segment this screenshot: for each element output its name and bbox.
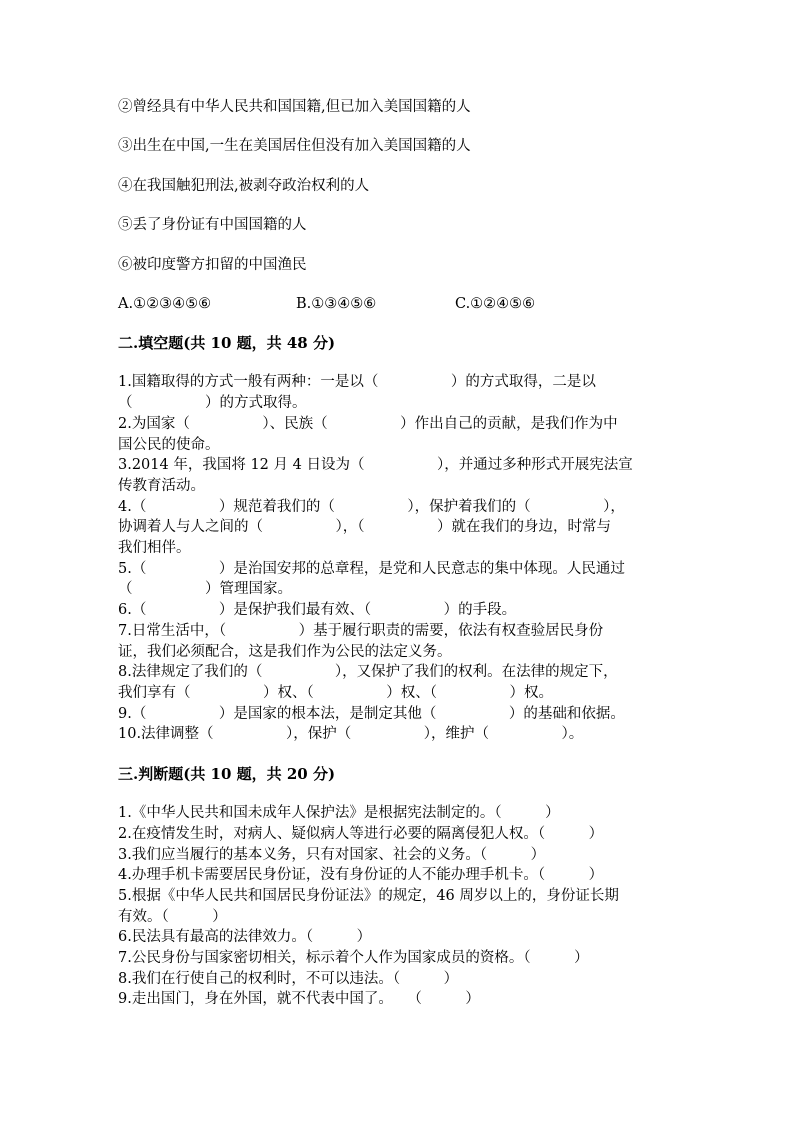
judge-line: 6.民法具有最高的法律效力。（ ）	[118, 929, 372, 945]
fill-line: （ ）管理国家。	[118, 581, 292, 597]
choice-item-3: ③出生在中国,一生在美国居住但没有加入美国国籍的人	[118, 138, 471, 154]
fill-line: 6.（ ）是保护我们最有效、（ ）的手段。	[118, 602, 517, 618]
fill-line: 8.法律规定了我们的（ ），又保护了我们的权利。在法律的规定下，	[118, 664, 618, 680]
choice-item-4: ④在我国触犯刑法,被剥夺政治权利的人	[118, 178, 370, 194]
fill-line: 5.（ ）是治国安邦的总章程，是党和人民意志的集中体现。人民通过	[118, 561, 625, 577]
choice-item-5: ⑤丢了身份证有中国国籍的人	[118, 217, 307, 233]
fill-line: 证，我们必须配合，这是我们作为公民的法定义务。	[118, 644, 452, 660]
fill-line: 传教育活动。	[118, 478, 205, 494]
section-title-fill-blank: 二.填空题(共 10 题，共 48 分)	[118, 334, 336, 352]
fill-line: 我们相伴。	[118, 540, 191, 556]
judge-line: 8.我们在行使自己的权利时，不可以违法。（ ）	[118, 971, 459, 987]
judge-line: 有效。（ ）	[118, 909, 227, 925]
fill-line: 协调着人与人之间的（ ），（ ）就在我们的身边，时常与	[118, 519, 611, 535]
fill-line: （ ）的方式取得。	[118, 395, 307, 411]
judge-line: 4.办理手机卡需要居民身份证，没有身份证的人不能办理手机卡。（ ）	[118, 867, 604, 883]
option-c: C.①②④⑤⑥	[455, 296, 536, 312]
fill-line: 3.2014 年，我国将 12 月 4 日设为（ ），并通过多种形式开展宪法宣	[118, 457, 633, 473]
fill-line: 10.法律调整（ ），保护（ ），维护（ ）。	[118, 726, 584, 742]
fill-line: 9.（ ）是国家的根本法，是制定其他（ ）的基础和依据。	[118, 706, 625, 722]
fill-line: 7.日常生活中，（ ）基于履行职责的需要，依法有权查验居民身份	[118, 623, 604, 639]
option-a: A.①②③④⑤⑥	[118, 296, 212, 312]
section-title-judgement: 三.判断题(共 10 题，共 20 分)	[118, 765, 336, 783]
fill-line: 我们享有（ ）权、（ ）权、（ ）权。	[118, 685, 553, 701]
judge-line: 1.《中华人民共和国未成年人保护法》是根据宪法制定的。（ ）	[118, 805, 560, 821]
choice-item-6: ⑥被印度警方扣留的中国渔民	[118, 257, 307, 273]
judge-line: 7.公民身份与国家密切相关，标示着个人作为国家成员的资格。（ ）	[118, 950, 589, 966]
fill-line: 4.（ ）规范着我们的（ ），保护着我们的（ ），	[118, 499, 625, 515]
judge-line: 9.走出国门，身在外国，就不代表中国了。 （ ）	[118, 991, 480, 1007]
option-b: B.①③④⑤⑥	[296, 296, 377, 312]
fill-line: 1.国籍取得的方式一般有两种：一是以（ ）的方式取得，二是以	[118, 374, 596, 390]
judge-line: 2.在疫情发生时，对病人、疑似病人等进行必要的隔离侵犯人权。（ ）	[118, 826, 604, 842]
fill-line: 国公民的使命。	[118, 437, 220, 453]
choice-item-2: ②曾经具有中华人民共和国国籍,但已加入美国国籍的人	[118, 99, 471, 115]
judge-line: 3.我们应当履行的基本义务，只有对国家、社会的义务。（ ）	[118, 847, 546, 863]
fill-line: 2.为国家（ ）、民族（ ）作出自己的贡献，是我们作为中	[118, 416, 618, 432]
judge-line: 5.根据《中华人民共和国居民身份证法》的规定，46 周岁以上的，身份证长期	[118, 888, 619, 904]
